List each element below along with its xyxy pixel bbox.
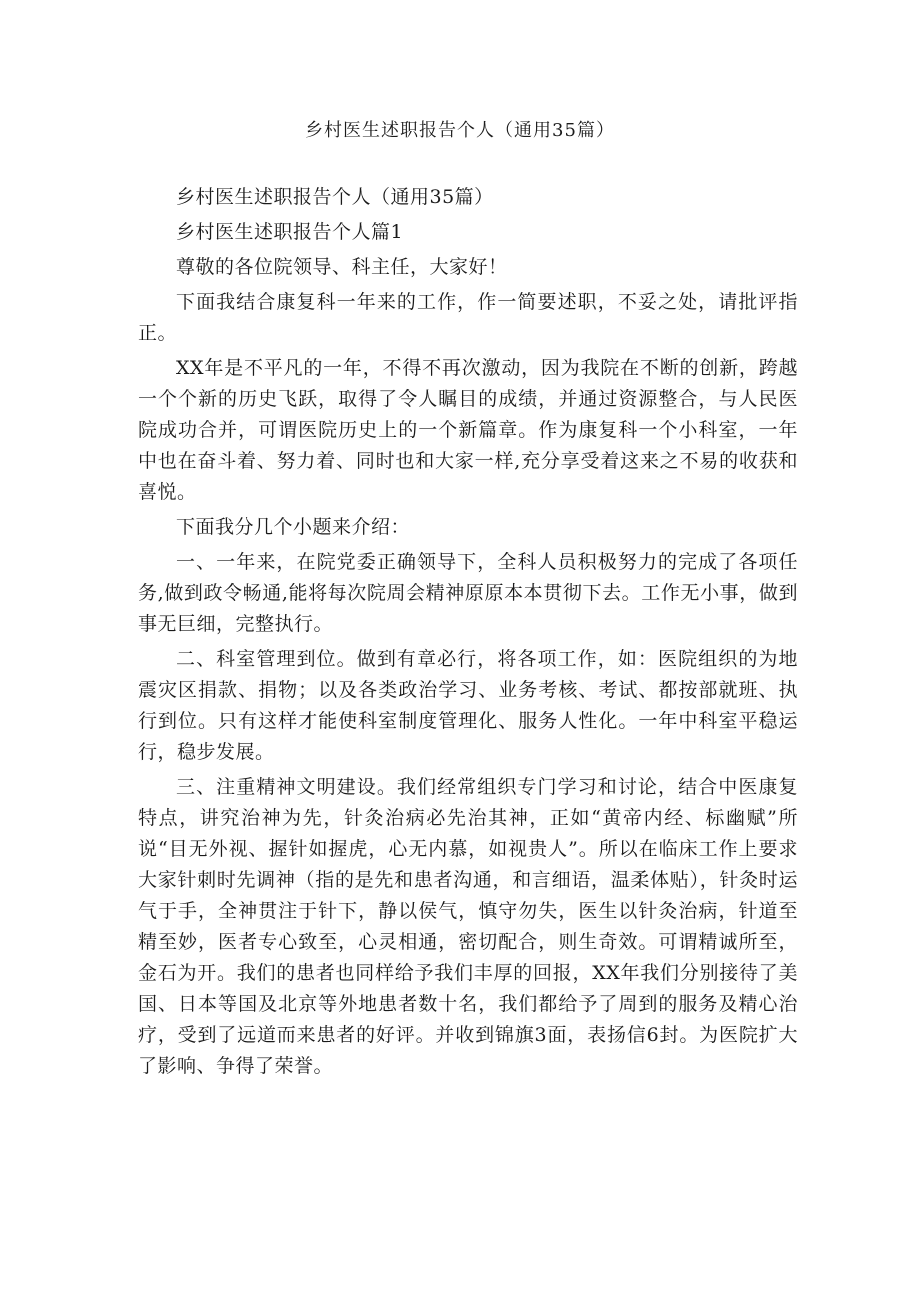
paragraph: 二、科室管理到位。做到有章必行，将各项工作，如：医院组织的为地震灾区捐款、捐物；以及各类政治学习、业务考核、考试、都按部就班、执行到位。只有这样才能使科室制度管理化、服务人性化。一年中科室平稳运行，稳步发展。 [138,648,798,763]
paragraph: 下面我结合康复科一年来的工作，作一简要述职，不妥之处，请批评指正。 [138,291,798,344]
paragraph-subtitle: 乡村医生述职报告个人（通用35篇） [176,186,494,208]
document-body [138,182,798,1086]
document-title: 乡村医生述职报告个人（通用35篇） [305,120,615,141]
paragraph-greeting: 尊敬的各位院领导、科主任，大家好！ [176,256,508,278]
paragraph: 一、一年来，在院党委正确领导下，全科人员积极努力的完成了各项任务,做到政令畅通,能将每次院周会精神原原本本贯彻下去。工作无小事，做到事无巨细，完整执行。 [138,551,798,635]
paragraph: 三、注重精神文明建设。我们经常组织专门学习和讨论，结合中医康复特点，讲究治神为先，针灸治病必先治其神，正如“黄帝内经、标幽赋”所说“目无外视、握针如握虎，心无内慕，如视贵人”。所以在临床工作上要求大家针刺时先调神（指的是先和患者沟通，和言细语，温柔体贴），针灸时运气于手，全神贯注于针下，静以侯气，慎守勿失，医生以针灸治病，针道至精至妙，医者专心致至，心灵相通，密切配合，则生奇效。可谓精诚所至，金石为开。我们的患者也同样给予我们丰厚的回报，XX年我们分别接待了美国、日本等国及北京等外地患者数十名，我们都给予了周到的服务及精心治疗，受到了远道而来患者的好评。并收到锦旗3面，表扬信6封。为医院扩大了影响、争得了荣誉。 [138,776,798,1077]
paragraph: XX年是不平凡的一年，不得不再次激动，因为我院在不断的创新，跨越一个个新的历史飞跃，取得了令人瞩目的成绩，并通过资源整合，与人民医院成功合并，可谓医院历史上的一个新篇章。作为康复科一个小科室，一年中也在奋斗着、努力着、同时也和大家一样,充分享受着这来之不易的收获和喜悦。 [138,357,798,503]
paragraph-section-heading: 乡村医生述职报告个人篇1 [176,221,404,243]
paragraph: 下面我分几个小题来介绍： [176,516,411,538]
